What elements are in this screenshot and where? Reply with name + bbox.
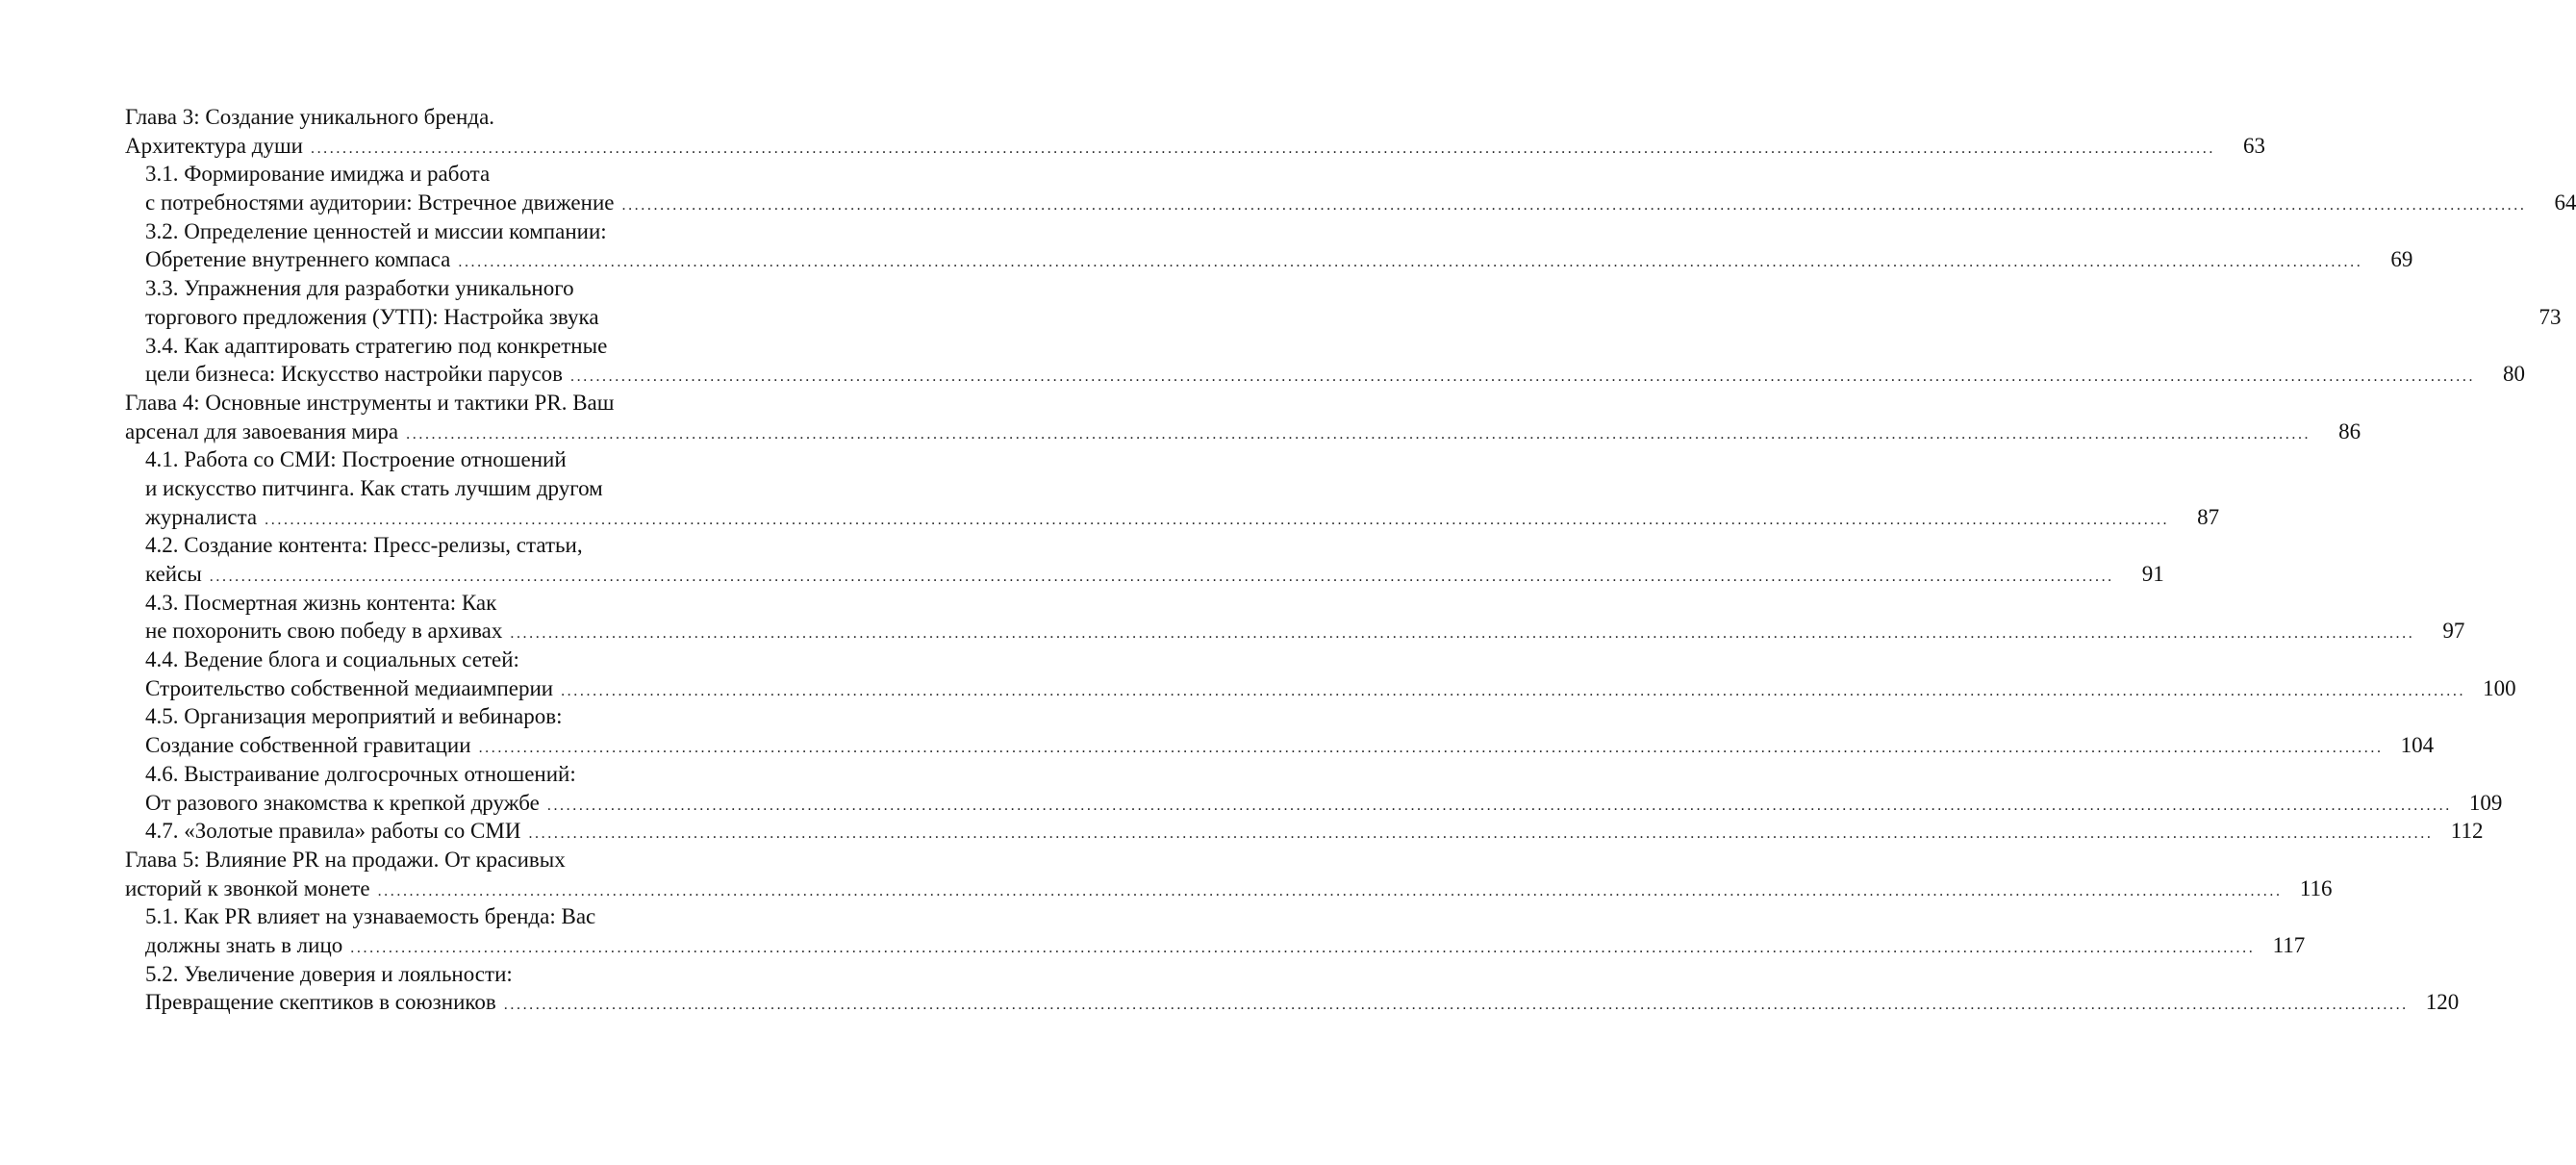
toc-entry-title-line: Архитектура души	[125, 133, 303, 158]
toc-entry-title-line: торгового предложения (УТП): Настройка звука	[145, 304, 599, 329]
toc-section-entry[interactable]	[125, 760, 2503, 817]
toc-chapter-entry[interactable]	[125, 846, 2333, 902]
toc-section-entry[interactable]	[125, 531, 2164, 588]
page-number: 86	[2338, 418, 2361, 443]
dot-leader: ............................................................................................................................................................................................................................................................................................................	[209, 569, 2114, 585]
toc-entry-title-line: журналиста	[145, 504, 258, 529]
page-number: 87	[2197, 504, 2220, 529]
toc-entry-title-line: Строительство собственной медиаимперии	[145, 675, 554, 700]
toc-section-entry[interactable]	[125, 646, 2516, 702]
toc-entry-title-line: Обретение внутреннего компаса	[145, 247, 451, 272]
dot-leader: ............................................................................................................................................................................................................................................................................................................	[503, 997, 2409, 1014]
page-number: 80	[2503, 362, 2526, 387]
toc-entry-final-line	[145, 731, 2435, 760]
toc-entry-final-line	[145, 617, 2465, 646]
toc-entry-title-line: 3.2. Определение ценностей и миссии компании:	[145, 218, 607, 243]
dot-leader: ............................................................................................................................................................................................................................................................................................................	[621, 197, 2527, 215]
dot-leader: ............................................................................................................................................................................................................................................................................................................	[546, 797, 2452, 814]
toc-entry-final-line	[125, 132, 2265, 161]
toc-entry-title-line: историй к звонкой монете	[125, 875, 370, 900]
toc-entry-title-line: не похоронить свою победу в архивах	[145, 619, 503, 644]
toc-entry-title-line: кейсы	[145, 562, 202, 586]
toc-entry-title-line: 4.4. Ведение блога и социальных сетей:	[145, 647, 519, 672]
page-number: 112	[2450, 819, 2484, 844]
dot-leader: ............................................................................................................................................................................................................................................................................................................	[510, 625, 2415, 643]
toc-section-entry[interactable]	[125, 960, 2460, 1017]
toc-entry-title-line: 4.7. «Золотые правила» работы со СМИ	[145, 819, 521, 844]
toc-entry-final-line	[145, 988, 2460, 1017]
page-number: 116	[2299, 875, 2333, 900]
dot-leader: ............................................................................................................................................................................................................................................................................................................	[458, 254, 2363, 271]
toc-entry-final-line	[145, 189, 2576, 217]
page-number: 117	[2272, 932, 2306, 957]
toc-entry-title-line: цели бизнеса: Искусство настройки парусов	[145, 362, 564, 387]
page-number: 97	[2442, 619, 2465, 644]
page-number: 64	[2554, 190, 2576, 215]
toc-entry-title-line: Глава 5: Влияние PR на продажи. От красивых	[125, 847, 566, 872]
toc-entry-title-line: От разового знакомства к крепкой дружбе	[145, 790, 540, 815]
toc-entry-title-line: Создание собственной гравитации	[145, 733, 471, 758]
toc-entry-title-line: 3.3. Упражнения для разработки уникального	[145, 276, 574, 301]
page-number: 120	[2425, 990, 2460, 1015]
toc-entry-title-line: 5.1. Как PR влияет на узнаваемость бренда: Вас	[145, 904, 596, 929]
toc-section-entry[interactable]	[125, 160, 2576, 216]
dot-leader: ............................................................................................................................................................................................................................................................................................................	[310, 139, 2215, 157]
toc-section-entry[interactable]	[125, 589, 2465, 646]
dot-leader: ............................................................................................................................................................................................................................................................................................................	[561, 682, 2466, 699]
toc-entry-title-line: 3.1. Формирование имиджа и работа	[145, 162, 491, 187]
toc-entry-final-line	[145, 817, 2484, 846]
toc-section-entry[interactable]	[125, 445, 2220, 531]
toc-section-entry[interactable]	[125, 702, 2435, 759]
toc-entry-final-line	[145, 560, 2164, 589]
toc-entry-title-line: Глава 3: Создание уникального бренда.	[125, 105, 495, 129]
table-of-contents	[125, 103, 2576, 1017]
toc-section-entry[interactable]	[125, 217, 2413, 274]
toc-entry-final-line	[145, 674, 2516, 703]
toc-entry-title-line: Превращение скептиков в союзников	[145, 990, 496, 1015]
toc-entry-final-line	[125, 874, 2333, 903]
toc-entry-final-line	[145, 789, 2503, 818]
page-number: 100	[2483, 675, 2516, 700]
dot-leader: ............................................................................................................................................................................................................................................................................................................	[528, 825, 2434, 843]
toc-entry-title-line: 4.3. Посмертная жизнь контента: Как	[145, 590, 497, 615]
dot-leader: ............................................................................................................................................................................................................................................................................................................	[478, 740, 2384, 757]
toc-entry-title-line: 4.5. Организация мероприятий и вебинаров:	[145, 704, 563, 729]
toc-entry-title-line: 4.2. Создание контента: Пресс-релизы, статьи,	[145, 533, 583, 558]
toc-entry-final-line	[145, 303, 2562, 332]
page-number: 63	[2242, 133, 2265, 158]
toc-chapter-entry[interactable]	[125, 389, 2361, 445]
toc-entry-title-line: должны знать в лицо	[145, 932, 343, 957]
toc-entry-title-line: арсенал для завоевания мира	[125, 418, 399, 443]
toc-entry-title-line: 4.6. Выстраивание долгосрочных отношений:	[145, 761, 576, 786]
toc-section-entry[interactable]	[125, 274, 2562, 331]
toc-entry-title-line: 3.4. Как адаптировать стратегию под конкретные	[145, 333, 608, 358]
toc-entry-title-line: 5.2. Увеличение доверия и лояльности:	[145, 961, 513, 986]
page-number: 104	[2400, 733, 2435, 758]
dot-leader: ............................................................................................................................................................................................................................................................................................................	[406, 425, 2311, 443]
toc-entry-title-line: и искусство питчинга. Как стать лучшим другом	[145, 475, 603, 500]
toc-entry-title-line: с потребностями аудитории: Встречное движение	[145, 190, 615, 215]
toc-entry-final-line	[145, 245, 2413, 274]
toc-entry-final-line	[145, 931, 2306, 960]
page-number: 73	[2538, 304, 2562, 329]
toc-entry-final-line	[145, 360, 2526, 389]
page-number: 69	[2390, 247, 2413, 272]
page-number: 109	[2468, 790, 2503, 815]
toc-entry-final-line	[125, 418, 2361, 446]
toc-section-entry[interactable]	[125, 902, 2306, 959]
toc-entry-final-line	[145, 503, 2220, 532]
toc-section-entry[interactable]	[125, 332, 2526, 389]
page-number: 91	[2141, 562, 2164, 586]
dot-leader: ............................................................................................................................................................................................................................................................................................................	[265, 511, 2170, 528]
dot-leader: ............................................................................................................................................................................................................................................................................................................	[377, 882, 2283, 899]
toc-chapter-entry[interactable]	[125, 103, 2265, 160]
toc-section-entry[interactable]	[125, 817, 2484, 846]
dot-leader: ............................................................................................................................................................................................................................................................................................................	[350, 939, 2256, 956]
dot-leader: ............................................................................................................................................................................................................................................................................................................	[570, 368, 2476, 386]
toc-entry-title-line: Глава 4: Основные инструменты и тактики PR. Ваш	[125, 390, 615, 415]
toc-entry-title-line: 4.1. Работа со СМИ: Построение отношений	[145, 447, 567, 472]
